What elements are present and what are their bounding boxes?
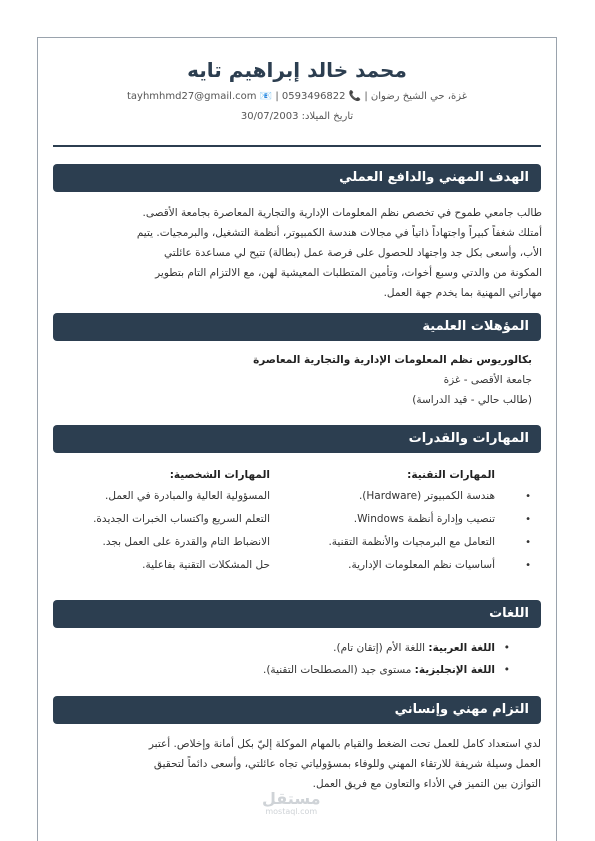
commitment-line: لدي استعداد كامل للعمل تحت الضغط والقيام بالمهام الموكلة إليّ بكل أمانة وإخلاص. أعتبر (148, 738, 541, 750)
skill-item: أساسيات نظم المعلومات الإدارية. (348, 559, 495, 571)
skill-item: التعلم السريع واكتساب الخبرات الجديدة. (93, 513, 270, 525)
technical-skills (280, 465, 531, 577)
bullet-icon: • (525, 514, 531, 525)
birth-date: تاريخ الميلاد: 30/07/2003 (240, 111, 354, 122)
email-text: tayhmhmd27@gmail.com (126, 91, 257, 102)
commitment-text (71, 734, 541, 794)
education-block (72, 350, 532, 410)
objective-line: أمتلك شغفاً كبيراً واجتهاداً ذاتياً في مجالات هندسة الكمبيوتر، أنظمة التشغيل، والبرمجيات. يتيم (136, 227, 542, 239)
watermark-sub: mostaql.com (265, 807, 318, 816)
email-icon: 📧 (259, 91, 273, 102)
skill-item: تنصيب وإدارة أنظمة Windows. (353, 513, 495, 525)
bullet-icon: • (503, 642, 510, 654)
skill-item: حل المشكلات التقنية بفاعلية. (142, 559, 270, 571)
language-item (20, 659, 510, 681)
languages-list (20, 637, 510, 681)
bullet-list-markers (521, 485, 531, 577)
language-name: اللغة العربية: (428, 642, 495, 654)
phone-text: 0593496822 (281, 91, 346, 102)
skill-item: الانضباط التام والقدرة على العمل بجد. (102, 536, 270, 548)
bullet-icon: • (503, 664, 510, 676)
objective-line: مهاراتي المهنية بما يخدم جهة العمل. (383, 287, 542, 299)
skill-item: التعامل مع البرمجيات والأنظمة التقنية. (328, 536, 495, 548)
contact-line: غزة، حي الشيخ رضوان | 📞 0593496822 | 📧 tayhmhmd27@gmail.com (126, 91, 467, 102)
section-title-education: المؤهلات العلمية (53, 313, 541, 341)
skill-item: هندسة الكمبيوتر (Hardware). (358, 490, 495, 502)
section-title-commitment: التزام مهني وإنساني (53, 696, 541, 724)
personal-skills (30, 465, 270, 577)
watermark-logo (262, 791, 321, 816)
objective-line: الأب، وأسعى بكل جد واجتهاد للحصول على فرصة عمل (بطالة) تتيح لي مساعدة عائلتي (164, 247, 542, 259)
section-title-languages: اللغات (53, 600, 541, 628)
objective-text (72, 203, 542, 303)
section-title-objective: الهدف المهني والدافع العملي (53, 164, 541, 192)
phone-icon: 📞 (348, 91, 362, 102)
study-status: (طالب حالي - قيد الدراسة) (412, 394, 532, 406)
bullet-icon: • (525, 560, 531, 571)
language-name: اللغة الإنجليزية: (414, 664, 495, 676)
objective-line: المكونة من والدتي وسبع أخوات، وتأمين المتطلبات المعيشية لهن، مع الالتزام التام بتطوير (155, 267, 542, 279)
skill-item: المسؤولية العالية والمبادرة في العمل. (105, 490, 270, 502)
language-level: اللغة الأم (إتقان تام). (333, 642, 426, 654)
degree-title: بكالوريوس نظم المعلومات الإدارية والتجارية المعاصرة (253, 354, 532, 366)
objective-line: طالب جامعي طموح في تخصص نظم المعلومات الإدارية والتجارية المعاصرة بجامعة الأقصى. (142, 207, 542, 219)
section-title-skills: المهارات والقدرات (53, 425, 541, 453)
applicant-name: محمد خالد إبراهيم تايه (187, 58, 407, 82)
personal-skills-title: المهارات الشخصية: (169, 469, 270, 481)
language-item (20, 637, 510, 659)
bullet-icon: • (525, 537, 531, 548)
technical-skills-title: المهارات التقنية: (407, 469, 495, 481)
cv-header (38, 38, 556, 124)
address-text: غزة، حي الشيخ رضوان (370, 91, 467, 102)
language-level: مستوى جيد (المصطلحات التقنية). (263, 664, 412, 676)
commitment-line: العمل وسيلة شريفة للارتقاء المهني وللوفاء بمسؤولياتي تجاه عائلتي، وأسعى دائماً لتحقيق (153, 758, 541, 770)
header-divider (53, 145, 541, 147)
commitment-line: التوازن بين التميز في الأداء والتعاون مع فريق العمل. (312, 778, 541, 790)
bullet-icon: • (525, 491, 531, 502)
skills-block (20, 465, 531, 585)
university-name: جامعة الأقصى - غزة (443, 374, 532, 386)
watermark-main: مستقل (262, 789, 321, 808)
